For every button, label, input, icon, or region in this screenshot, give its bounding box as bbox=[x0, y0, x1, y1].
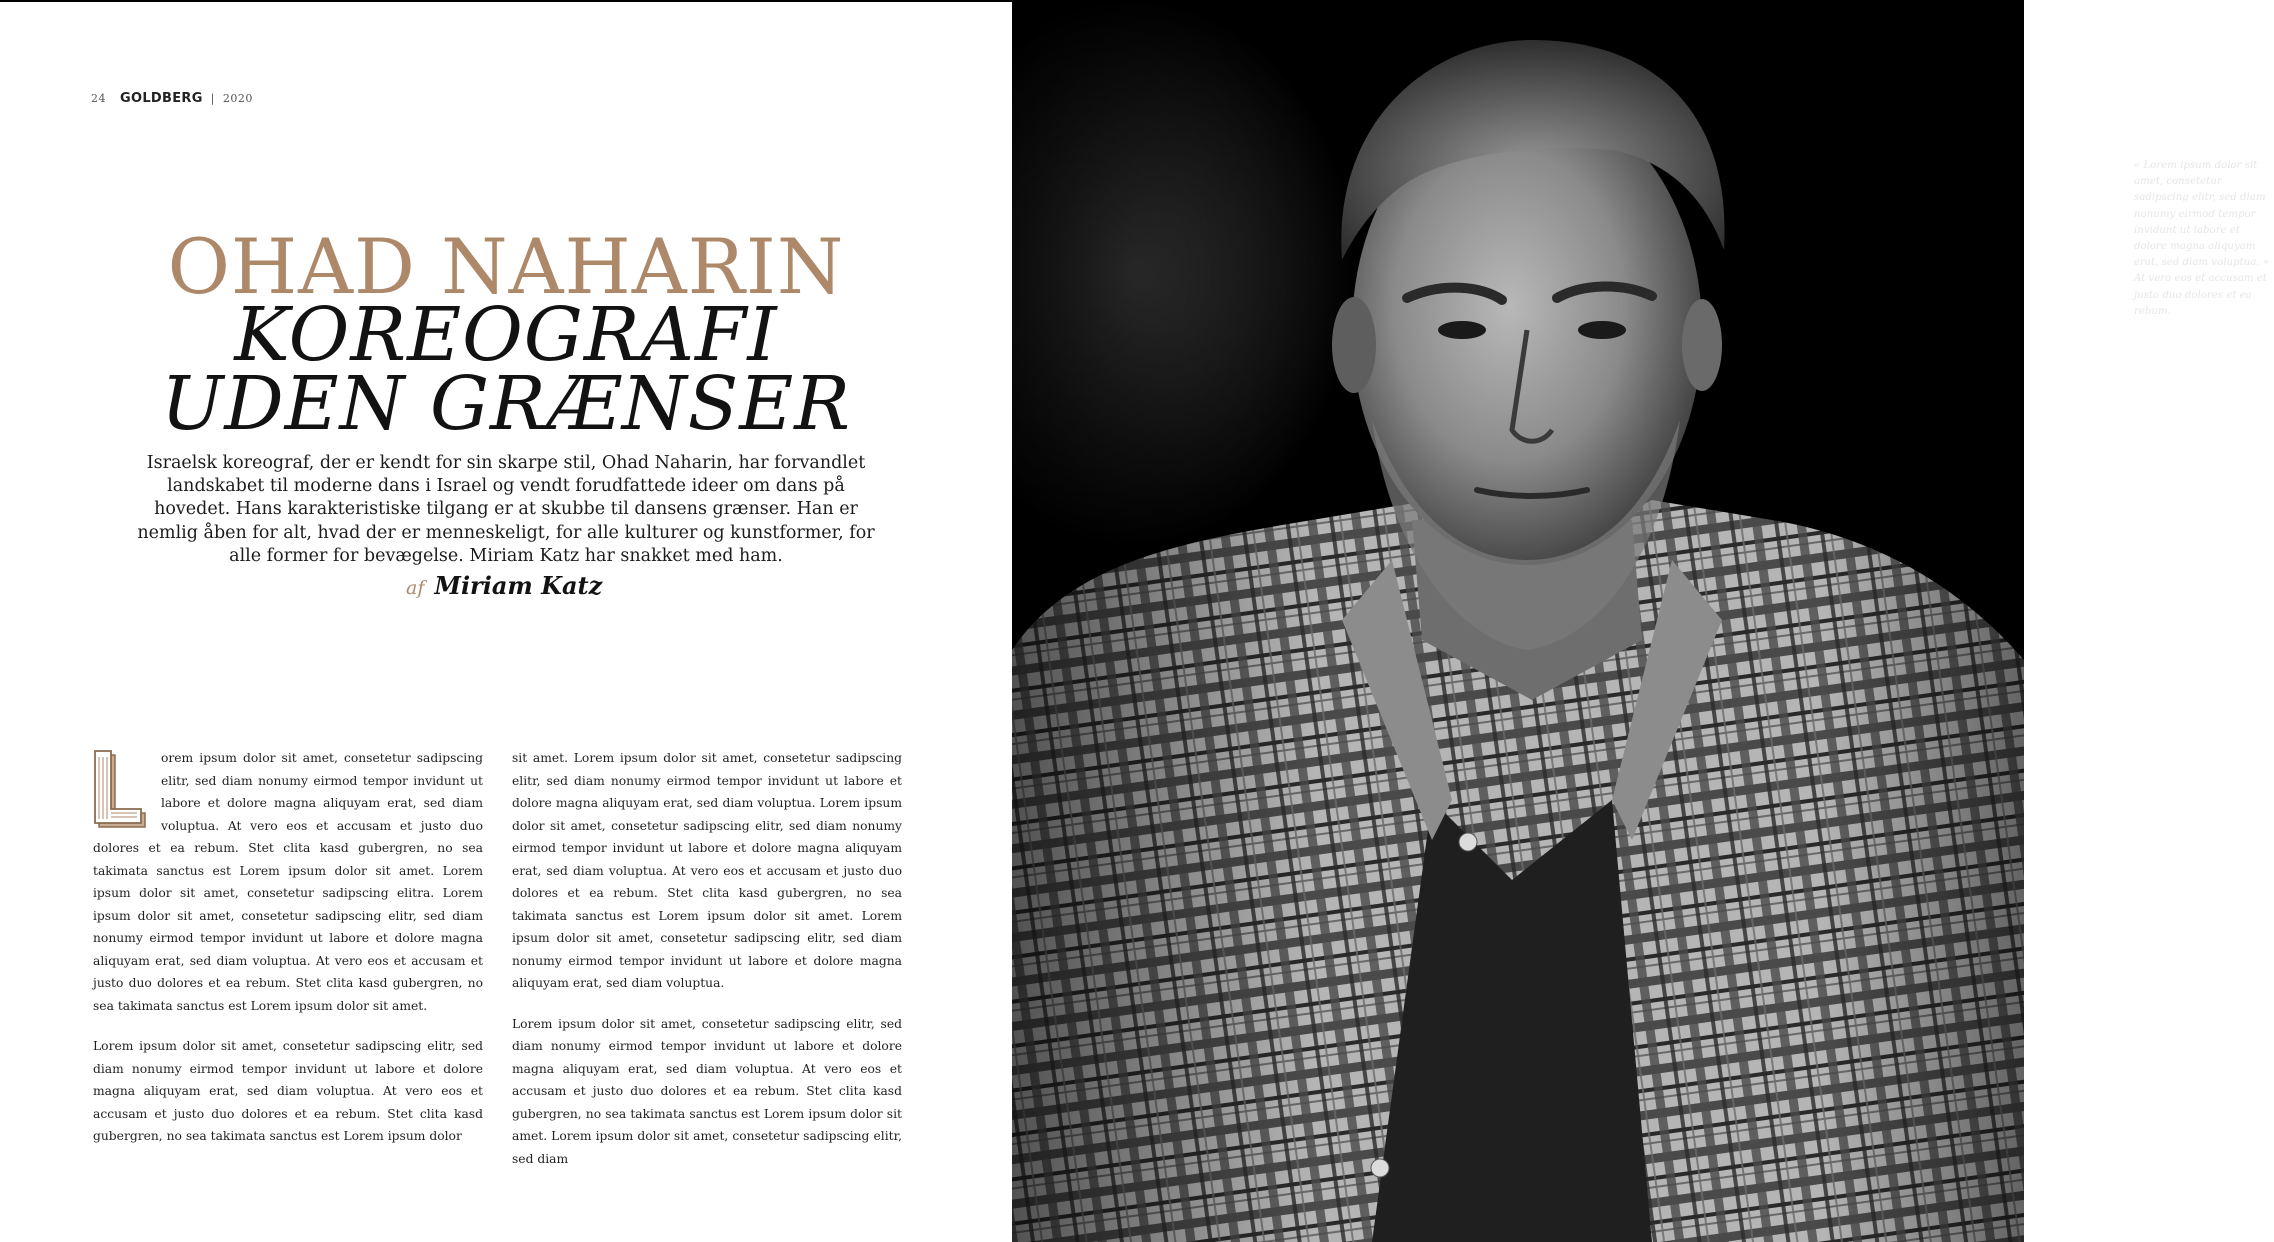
body-paragraph: sit amet. Lorem ipsum dolor sit amet, consetetur sadipscing elitr, sed diam nonumy eirmod tempor invidunt ut labore et dolore magna aliquyam erat, sed diam voluptua. Lorem ipsum dolor sit amet, consetetur sadipscing elitr, sed diam nonumy eirmod tempor invidunt ut labore et dolore magna aliquyam erat, sed diam voluptua. At vero eos et accusam et justo duo dolores et ea rebum. Stet clita kasd gubergren, no sea takimata sanctus est Lorem ipsum dolor sit amet. Lorem ipsum dolor sit amet, consetetur sadipscing elitr, sed diam nonumy eirmod tempor invidunt ut labore et dolore magna aliquyam erat, sed diam voluptua. bbox=[512, 751, 902, 990]
body-column-2 bbox=[512, 747, 902, 1188]
body-paragraph: Lorem ipsum dolor sit amet, consetetur sadipscing elitr, sed diam nonumy eirmod tempor invidunt ut labore et dolore magna aliquyam erat, sed diam voluptua. At vero eos et accusam et justo duo dolores et ea rebum. Stet clita kasd gubergren, no sea takimata sanctus est Lorem ipsum dolor bbox=[93, 1039, 483, 1143]
article-title-line-2: UDEN GRÆNSER bbox=[160, 361, 852, 447]
body-text: orem ipsum dolor sit amet, consetetur sadipscing elitr, sed diam nonumy eirmod tempor invidunt ut labore et dolore magna aliquyam erat, sed diam voluptua. At vero eos et accusam et justo duo dolores et ea rebum. Stet clita kasd gubergren, no sea takimata sanctus est Lorem ipsum dolor sit amet. Lorem ipsum dolor sit amet, consetetur sadipscing elitra. Lorem ipsum dolor sit amet, consetetur sadipscing elitr, sed diam nonumy eirmod tempor invidunt ut labore et dolore magna aliquyam erat, sed diam voluptua. At vero eos et accusam et justo duo dolores et ea rebum. Stet clita kasd gubergren, no sea takimata sanctus est Lorem ipsum dolor sit amet. bbox=[93, 751, 483, 1013]
article-subject-name: OHAD NAHARIN bbox=[167, 222, 845, 311]
body-column-1 bbox=[93, 747, 483, 1166]
right-page-photo bbox=[1012, 0, 2269, 1242]
pull-quote: « Lorem ipsum dolor sit amet, consetetur sadipscing elitr, sed diam nonumy eirmod tempor invidunt ut labore et dolore magna aliquyam erat, sed diam voluptua. » At vero eos et accusam et justo duo dolores et ea rebum. bbox=[2134, 160, 2269, 317]
header-separator: | bbox=[210, 91, 215, 105]
issue-year: 2020 bbox=[222, 91, 253, 105]
drop-cap-letter-graphic bbox=[93, 751, 151, 831]
byline-author: Miriam Katz bbox=[434, 571, 603, 600]
portrait-photo bbox=[1012, 0, 2024, 1242]
article-title-line-1: KOREOGRAFI bbox=[234, 292, 778, 378]
drop-cap bbox=[93, 751, 151, 831]
page-top-border bbox=[0, 0, 1012, 2]
page-number: 24 bbox=[91, 91, 106, 105]
byline-prefix: af bbox=[406, 577, 425, 599]
body-paragraph: Lorem ipsum dolor sit amet, consetetur sadipscing elitr, sed diam nonumy eirmod tempor invidunt ut labore et dolore magna aliquyam erat, sed diam voluptua. At vero eos et accusam et justo duo dolores et ea rebum. Stet clita kasd gubergren, no sea takimata sanctus est Lorem ipsum dolor sit amet. Lorem ipsum dolor sit amet, consetetur sadipscing elitr, sed diam bbox=[512, 1016, 902, 1166]
body-paragraph bbox=[93, 747, 483, 1017]
left-page bbox=[0, 0, 1012, 1242]
magazine-brand: GOLDBERG bbox=[120, 90, 203, 106]
page-header bbox=[91, 90, 253, 106]
byline bbox=[406, 571, 602, 600]
article-deck: Israelsk koreograf, der er kendt for sin skarpe stil, Ohad Naharin, har forvandlet landskabet til moderne dans i Israel og vendt forudfattede ideer om dans på hovedet. Hans karakteristiske tilgang er at skubbe til dansens grænser. Han er nemlig åben for alt, hvad der er menneskeligt, for alle kulturer og kunstformer, for alle former for bevægelse. Miriam Katz har snakket med ham. bbox=[137, 453, 875, 566]
